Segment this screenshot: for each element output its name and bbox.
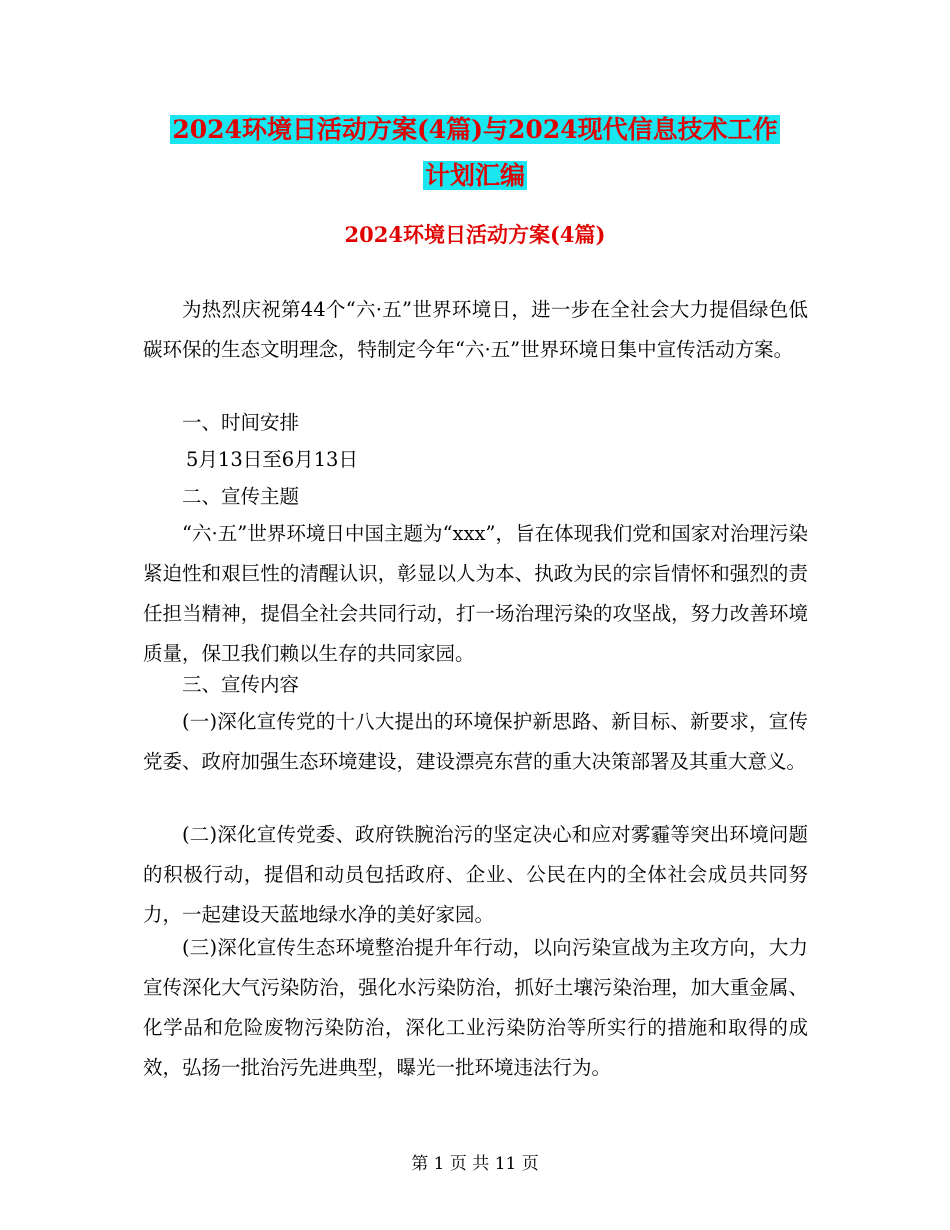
heading-time-schedule: 一、时间安排 — [182, 411, 300, 434]
paragraph-content-2: (二)深化宣传党委、政府铁腕治污的坚定决心和应对雾霾等突出环境问题的积极行动，提倡和动员包括政府、企业、公民在内的全体社会成员共同努力，一起建设天蓝地绿水净的美好家园。 — [143, 823, 808, 926]
paragraph-date-range: 5月13日至6月13日 — [186, 448, 358, 471]
document-title-line-2 — [0, 156, 950, 196]
page-footer: 第 1 页 共 11 页 — [411, 1154, 539, 1174]
paragraph-theme: “六·五”世界环境日中国主题为“xxx”，旨在体现我们党和国家对治理污染紧迫性和艰巨性的清醒认识，彰显以人为本、执政为民的宗旨情怀和强烈的责任担当精神，提倡全社会共同行动，打一场治理污染的攻坚战，努力改善环境质量，保卫我们赖以生存的共同家园。 — [143, 522, 808, 665]
heading-theme: 二、宣传主题 — [182, 485, 300, 508]
heading-content: 三、宣传内容 — [182, 673, 300, 696]
paragraph-content-1: (一)深化宣传党的十八大提出的环境保护新思路、新目标、新要求，宣传党委、政府加强生态环境建设，建设漂亮东营的重大决策部署及其重大意义。 — [143, 710, 808, 773]
paragraph-intro: 为热烈庆祝第44个“六·五”世界环境日，进一步在全社会大力提倡绿色低碳环保的生态文明理念，特制定今年“六·五”世界环境日集中宣传活动方案。 — [143, 298, 808, 361]
document-title-text-2: 计划汇编 — [424, 161, 525, 190]
section-title: 2024环境日活动方案(4篇) — [344, 222, 606, 247]
document-title-text-1: 2024环境日活动方案(4篇)与2024现代信息技术工作 — [172, 115, 778, 144]
document-title-line-1 — [0, 110, 950, 150]
paragraph-content-3: (三)深化宣传生态环境整治提升年行动，以向污染宣战为主攻方向，大力宣传深化大气污染防治，强化水污染防治，抓好土壤污染治理，加大重金属、化学品和危险废物污染防治，深化工业污染防治等所实行的措施和取得的成效，弘扬一批治污先进典型，曝光一批环境违法行为。 — [143, 936, 808, 1079]
